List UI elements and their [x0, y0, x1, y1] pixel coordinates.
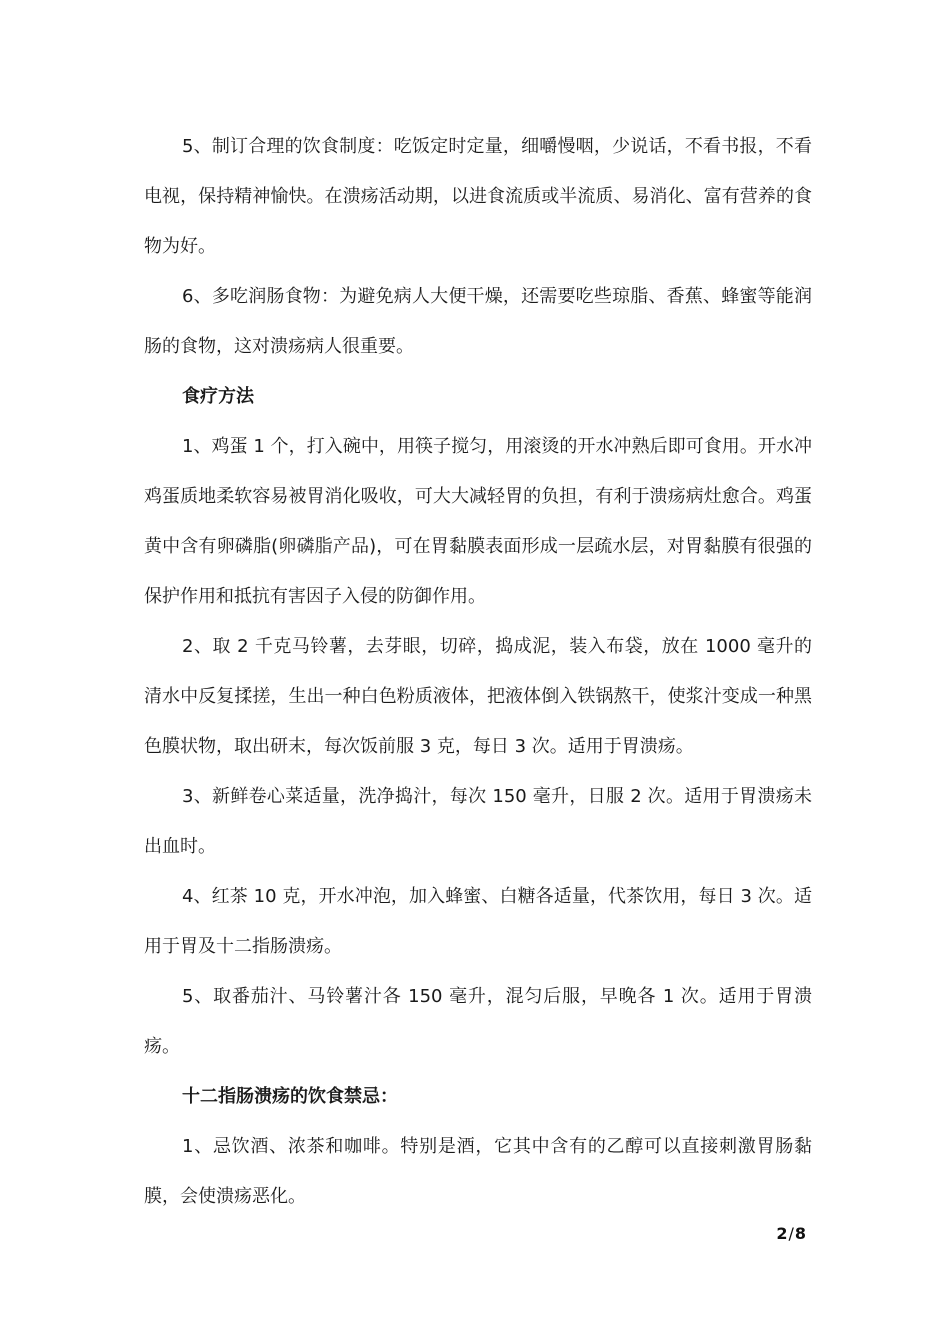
- document-body: [144, 122, 812, 1222]
- paragraph: 1、鸡蛋 1 个，打入碗中，用筷子搅匀，用滚烫的开水冲熟后即可食用。开水冲鸡蛋质地柔软容易被胃消化吸收，可大大减轻胃的负担，有利于溃疡病灶愈合。鸡蛋黄中含有卵磷脂(卵磷脂产品)，可在胃黏膜表面形成一层疏水层，对胃黏膜有很强的保护作用和抵抗有害因子入侵的防御作用。: [144, 436, 812, 607]
- page-number: [776, 1224, 806, 1243]
- section-heading: 十二指肠溃疡的饮食禁忌：: [182, 1086, 398, 1107]
- paragraph: 5、取番茄汁、马铃薯汁各 150 毫升，混匀后服，早晚各 1 次。适用于胃溃疡。: [144, 986, 812, 1057]
- paragraph: 2、取 2 千克马铃薯，去芽眼，切碎，捣成泥，装入布袋，放在 1000 毫升的清水中反复揉搓，生出一种白色粉质液体，把液体倒入铁锅熬干，使浆汁变成一种黑色膜状物，取出研末，每次饭前服 3 克，每日 3 次。适用于胃溃疡。: [144, 636, 812, 757]
- paragraph: 3、新鲜卷心菜适量，洗净捣汁，每次 150 毫升，日服 2 次。适用于胃溃疡未出血时。: [144, 786, 812, 857]
- page-separator: /: [788, 1224, 794, 1243]
- paragraph: 4、红茶 10 克，开水冲泡，加入蜂蜜、白糖各适量，代茶饮用，每日 3 次。适用于胃及十二指肠溃疡。: [144, 886, 812, 957]
- paragraph: 1、忌饮酒、浓茶和咖啡。特别是酒，它其中含有的乙醇可以直接刺激胃肠黏膜，会使溃疡恶化。: [144, 1136, 812, 1207]
- page-current: 2: [776, 1224, 788, 1243]
- paragraph: 6、多吃润肠食物：为避免病人大便干燥，还需要吃些琼脂、香蕉、蜂蜜等能润肠的食物，这对溃疡病人很重要。: [144, 286, 812, 357]
- section-heading: 食疗方法: [182, 386, 254, 407]
- page-total: 8: [794, 1224, 806, 1243]
- paragraph: 5、制订合理的饮食制度：吃饭定时定量，细嚼慢咽，少说话，不看书报，不看电视，保持精神愉快。在溃疡活动期，以进食流质或半流质、易消化、富有营养的食物为好。: [144, 136, 812, 257]
